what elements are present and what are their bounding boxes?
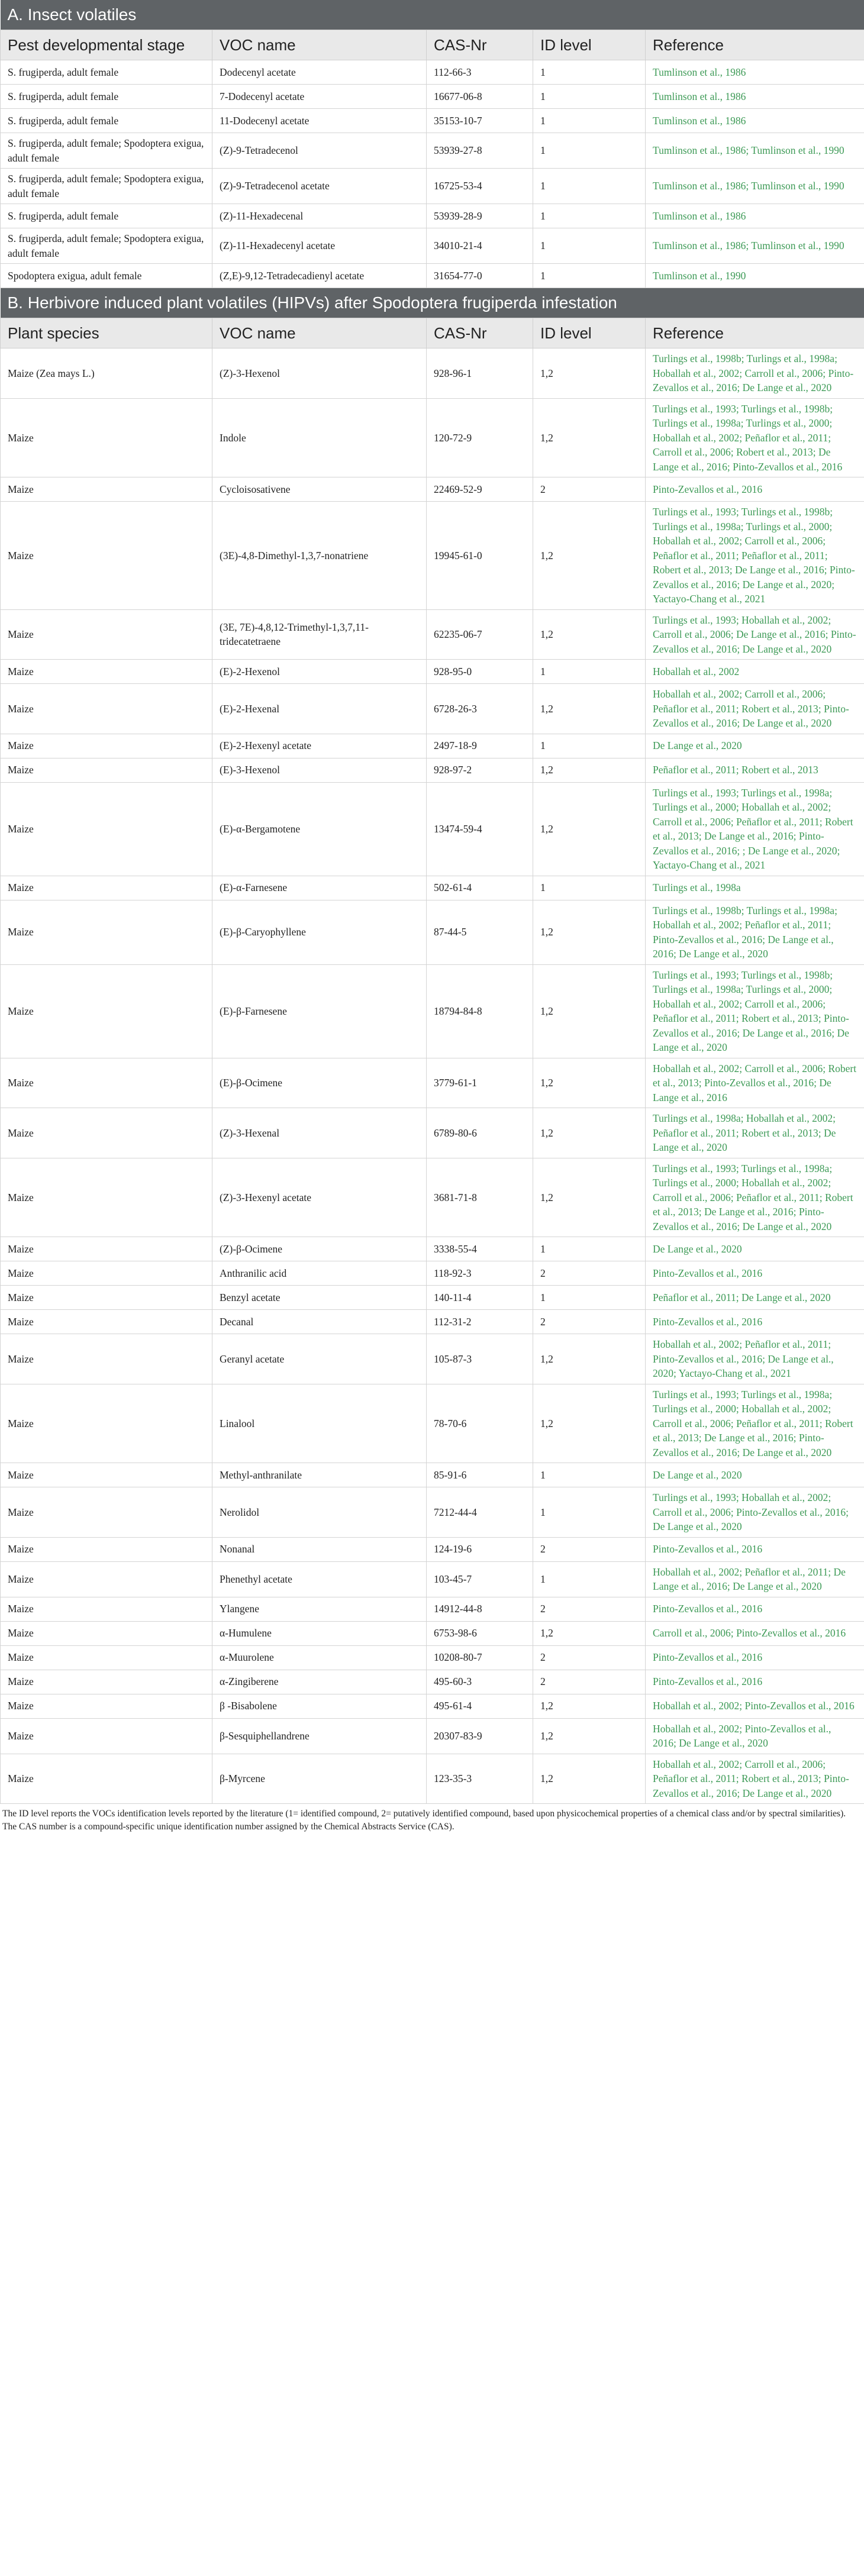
cell-voc-name: (E)-β-Farnesene: [212, 964, 427, 1058]
cell-id-level: 1: [533, 60, 646, 85]
cell-cas-nr: 7212-44-4: [427, 1487, 533, 1538]
cell-subject: Maize: [1, 1597, 212, 1621]
table-row: [1, 109, 864, 133]
section-b-rows: [1, 348, 864, 1804]
column-header: Pest developmental stage: [1, 30, 212, 60]
cell-subject: Maize: [1, 398, 212, 477]
cell-reference: Pinto-Zevallos et al., 2016: [646, 1597, 864, 1621]
cell-subject: Maize: [1, 900, 212, 964]
cell-reference: Turlings et al., 1993; Turlings et al., 1998a; Turlings et al., 2000; Hoballah et al., 2002; Carroll et al., 2006; Peñaflor et al., 2011; Robert et al., 2013; De Lange et al., 2016; Pinto-Zevallos et al., 2016; De Lange et al., 2020: [646, 1158, 864, 1237]
cell-subject: S. frugiperda, adult female: [1, 60, 212, 85]
cell-id-level: 2: [533, 1645, 646, 1670]
cell-voc-name: (Z)-11-Hexadecenyl acetate: [212, 228, 427, 264]
cell-voc-name: β-Myrcene: [212, 1754, 427, 1804]
cell-reference: Peñaflor et al., 2011; De Lange et al., 2020: [646, 1286, 864, 1310]
cell-reference: Hoballah et al., 2002: [646, 660, 864, 684]
cell-reference: Tumlinson et al., 1986: [646, 109, 864, 133]
cell-voc-name: (Z)-β-Ocimene: [212, 1237, 427, 1261]
column-header: Reference: [646, 30, 864, 60]
cell-subject: Maize: [1, 1334, 212, 1384]
section-b-title: B. Herbivore induced plant volatiles (HIPVs) after Spodoptera frugiperda infestation: [1, 288, 864, 318]
cell-voc-name: (E)-α-Bergamotene: [212, 782, 427, 876]
cell-cas-nr: 3681-71-8: [427, 1158, 533, 1237]
table-row: [1, 228, 864, 264]
cell-subject: Maize: [1, 660, 212, 684]
cell-id-level: 1,2: [533, 1694, 646, 1718]
cell-voc-name: (3E)-4,8-Dimethyl-1,3,7-nonatriene: [212, 502, 427, 610]
cell-id-level: 1,2: [533, 609, 646, 660]
cell-reference: Pinto-Zevallos et al., 2016: [646, 1645, 864, 1670]
cell-voc-name: α-Zingiberene: [212, 1670, 427, 1694]
cell-id-level: 1: [533, 204, 646, 228]
table-row: [1, 477, 864, 502]
table-row: [1, 1597, 864, 1621]
cell-subject: Maize: [1, 1754, 212, 1804]
table-row: [1, 684, 864, 734]
column-header: ID level: [533, 318, 646, 348]
cell-id-level: 1,2: [533, 758, 646, 782]
cell-id-level: 1: [533, 1487, 646, 1538]
table-row: [1, 609, 864, 660]
cell-id-level: 2: [533, 1261, 646, 1286]
table-row: [1, 900, 864, 964]
cell-voc-name: (Z)-9-Tetradecenol: [212, 133, 427, 169]
table-row: [1, 734, 864, 758]
cell-id-level: 2: [533, 1670, 646, 1694]
cell-reference: De Lange et al., 2020: [646, 1463, 864, 1487]
cell-voc-name: (E)-3-Hexenol: [212, 758, 427, 782]
cell-id-level: 1: [533, 734, 646, 758]
cell-voc-name: (Z)-3-Hexenol: [212, 348, 427, 399]
cell-reference: Tumlinson et al., 1986: [646, 85, 864, 109]
cell-subject: S. frugiperda, adult female; Spodoptera exigua, adult female: [1, 133, 212, 169]
table-row: [1, 1334, 864, 1384]
cell-voc-name: Cycloisosativene: [212, 477, 427, 502]
column-header: VOC name: [212, 318, 427, 348]
cell-cas-nr: 928-97-2: [427, 758, 533, 782]
column-header: CAS-Nr: [427, 318, 533, 348]
cell-voc-name: Benzyl acetate: [212, 1286, 427, 1310]
cell-id-level: 1: [533, 1286, 646, 1310]
cell-subject: Maize: [1, 1261, 212, 1286]
cell-cas-nr: 53939-28-9: [427, 204, 533, 228]
cell-subject: Maize: [1, 1718, 212, 1754]
cell-id-level: 1,2: [533, 348, 646, 399]
cell-subject: Maize: [1, 477, 212, 502]
cell-subject: Maize: [1, 758, 212, 782]
cell-subject: Maize: [1, 1487, 212, 1538]
table-row: [1, 1694, 864, 1718]
cell-subject: Maize: [1, 1537, 212, 1561]
cell-reference: Carroll et al., 2006; Pinto-Zevallos et al., 2016: [646, 1621, 864, 1645]
cell-subject: S. frugiperda, adult female; Spodoptera exigua, adult female: [1, 228, 212, 264]
table-row: [1, 1058, 864, 1108]
cell-cas-nr: 124-19-6: [427, 1537, 533, 1561]
cell-id-level: 1,2: [533, 1158, 646, 1237]
table-row: [1, 876, 864, 900]
cell-cas-nr: 14912-44-8: [427, 1597, 533, 1621]
cell-subject: Maize: [1, 1108, 212, 1158]
cell-voc-name: (Z)-3-Hexenal: [212, 1108, 427, 1158]
table-footnote: The ID level reports the VOCs identification levels reported by the literature (1= identified compound, 2= putatively identified compound, based upon physicochemical properties of a chemical class and/or by spectral similarities). The CAS number is a compound-specific unique identification number assigned by the Chemical Abstracts Service (CAS).: [2, 1809, 846, 1832]
cell-subject: Maize: [1, 1058, 212, 1108]
cell-cas-nr: 20307-83-9: [427, 1718, 533, 1754]
cell-cas-nr: 3338-55-4: [427, 1237, 533, 1261]
cell-id-level: 1: [533, 133, 646, 169]
cell-subject: Maize (Zea mays L.): [1, 348, 212, 399]
cell-reference: Turlings et al., 1993; Hoballah et al., 2002; Carroll et al., 2006; Pinto-Zevallos et al., 2016; De Lange et al., 2020: [646, 1487, 864, 1538]
cell-id-level: 1: [533, 264, 646, 288]
cell-cas-nr: 6753-98-6: [427, 1621, 533, 1645]
cell-subject: Maize: [1, 1621, 212, 1645]
cell-reference: Tumlinson et al., 1990: [646, 264, 864, 288]
cell-id-level: 1: [533, 1463, 646, 1487]
table-row: [1, 1621, 864, 1645]
cell-id-level: 2: [533, 1537, 646, 1561]
cell-voc-name: Linalool: [212, 1384, 427, 1463]
cell-cas-nr: 123-35-3: [427, 1754, 533, 1804]
cell-cas-nr: 112-31-2: [427, 1310, 533, 1334]
cell-id-level: 1,2: [533, 1108, 646, 1158]
cell-cas-nr: 118-92-3: [427, 1261, 533, 1286]
cell-cas-nr: 502-61-4: [427, 876, 533, 900]
cell-id-level: 1: [533, 1237, 646, 1261]
cell-reference: Hoballah et al., 2002; Pinto-Zevallos et al., 2016: [646, 1694, 864, 1718]
cell-voc-name: 7-Dodecenyl acetate: [212, 85, 427, 109]
cell-reference: Pinto-Zevallos et al., 2016: [646, 1310, 864, 1334]
cell-id-level: 2: [533, 1310, 646, 1334]
cell-cas-nr: 105-87-3: [427, 1334, 533, 1384]
cell-subject: Maize: [1, 1561, 212, 1597]
cell-reference: Hoballah et al., 2002; Peñaflor et al., 2011; Pinto-Zevallos et al., 2016; De Lange et al., 2020; Yactayo-Chang et al., 2021: [646, 1334, 864, 1384]
cell-voc-name: Anthranilic acid: [212, 1261, 427, 1286]
cell-subject: Maize: [1, 609, 212, 660]
table-row: [1, 398, 864, 477]
cell-cas-nr: 2497-18-9: [427, 734, 533, 758]
section-a-title-row: [1, 0, 864, 30]
cell-subject: Maize: [1, 1384, 212, 1463]
cell-voc-name: Geranyl acetate: [212, 1334, 427, 1384]
cell-cas-nr: 928-95-0: [427, 660, 533, 684]
cell-voc-name: Nerolidol: [212, 1487, 427, 1538]
cell-reference: Pinto-Zevallos et al., 2016: [646, 1670, 864, 1694]
table-row: [1, 1561, 864, 1597]
cell-reference: De Lange et al., 2020: [646, 734, 864, 758]
cell-id-level: 1,2: [533, 1754, 646, 1804]
cell-voc-name: (Z)-9-Tetradecenol acetate: [212, 169, 427, 204]
cell-reference: Turlings et al., 1998a: [646, 876, 864, 900]
cell-cas-nr: 35153-10-7: [427, 109, 533, 133]
column-header: Reference: [646, 318, 864, 348]
cell-voc-name: Dodecenyl acetate: [212, 60, 427, 85]
table-row: [1, 1237, 864, 1261]
table-row: [1, 169, 864, 204]
cell-id-level: 1: [533, 85, 646, 109]
cell-voc-name: (3E, 7E)-4,8,12-Trimethyl-1,3,7,11-tridecatetraene: [212, 609, 427, 660]
cell-voc-name: (E)-2-Hexenol: [212, 660, 427, 684]
cell-cas-nr: 87-44-5: [427, 900, 533, 964]
table-row: [1, 1754, 864, 1804]
table-row: [1, 1384, 864, 1463]
cell-subject: Maize: [1, 1310, 212, 1334]
cell-cas-nr: 495-61-4: [427, 1694, 533, 1718]
cell-subject: Maize: [1, 1463, 212, 1487]
cell-reference: Turlings et al., 1998b; Turlings et al., 1998a; Hoballah et al., 2002; Carroll et al., 2006; Pinto-Zevallos et al., 2016; De Lange et al., 2020: [646, 348, 864, 399]
cell-voc-name: (E)-β-Caryophyllene: [212, 900, 427, 964]
cell-id-level: 1,2: [533, 1718, 646, 1754]
cell-subject: Maize: [1, 782, 212, 876]
cell-cas-nr: 16677-06-8: [427, 85, 533, 109]
cell-id-level: 1,2: [533, 1334, 646, 1384]
cell-subject: Maize: [1, 1670, 212, 1694]
table-row: [1, 1537, 864, 1561]
cell-voc-name: (E)-2-Hexenyl acetate: [212, 734, 427, 758]
cell-reference: Peñaflor et al., 2011; Robert et al., 2013: [646, 758, 864, 782]
cell-cas-nr: 53939-27-8: [427, 133, 533, 169]
cell-subject: Maize: [1, 1286, 212, 1310]
cell-subject: Maize: [1, 684, 212, 734]
column-header: VOC name: [212, 30, 427, 60]
cell-reference: Turlings et al., 1993; Turlings et al., 1998a; Turlings et al., 2000; Hoballah et al., 2002; Carroll et al., 2006; Peñaflor et al., 2011; Robert et al., 2013; De Lange et al., 2016; Pinto-Zevallos et al., 2016; ; De Lange et al., 2020; Yactayo-Chang et al., 2021: [646, 782, 864, 876]
cell-subject: Maize: [1, 1237, 212, 1261]
cell-reference: Turlings et al., 1993; Hoballah et al., 2002; Carroll et al., 2006; De Lange et al., 2016; Pinto-Zevallos et al., 2016; De Lange et al., 2020: [646, 609, 864, 660]
cell-id-level: 1: [533, 660, 646, 684]
cell-reference: Tumlinson et al., 1986: [646, 204, 864, 228]
cell-reference: Pinto-Zevallos et al., 2016: [646, 477, 864, 502]
cell-cas-nr: 34010-21-4: [427, 228, 533, 264]
cell-id-level: 1,2: [533, 1384, 646, 1463]
section-b-header-row: [1, 318, 864, 348]
cell-voc-name: β -Bisabolene: [212, 1694, 427, 1718]
cell-subject: S. frugiperda, adult female: [1, 204, 212, 228]
cell-reference: Turlings et al., 1993; Turlings et al., 1998b; Turlings et al., 1998a; Turlings et al., 2000; Hoballah et al., 2002; Peñaflor et al., 2011; Carroll et al., 2006; Robert et al., 2013; De Lange et al., 2016; Pinto-Zevallos et al., 2016: [646, 398, 864, 477]
cell-cas-nr: 16725-53-4: [427, 169, 533, 204]
cell-reference: Tumlinson et al., 1986; Tumlinson et al., 1990: [646, 169, 864, 204]
cell-voc-name: 11-Dodecenyl acetate: [212, 109, 427, 133]
cell-cas-nr: 3779-61-1: [427, 1058, 533, 1108]
cell-subject: Spodoptera exigua, adult female: [1, 264, 212, 288]
cell-reference: Hoballah et al., 2002; Peñaflor et al., 2011; De Lange et al., 2016; De Lange et al., 2020: [646, 1561, 864, 1597]
cell-id-level: 1: [533, 169, 646, 204]
cell-subject: Maize: [1, 876, 212, 900]
cell-id-level: 1,2: [533, 502, 646, 610]
cell-subject: S. frugiperda, adult female: [1, 85, 212, 109]
section-b-title-row: [1, 288, 864, 318]
cell-cas-nr: 85-91-6: [427, 1463, 533, 1487]
cell-cas-nr: 6789-80-6: [427, 1108, 533, 1158]
cell-id-level: 1,2: [533, 1621, 646, 1645]
cell-subject: Maize: [1, 502, 212, 610]
table-row: [1, 1718, 864, 1754]
cell-voc-name: α-Muurolene: [212, 1645, 427, 1670]
table-row: [1, 758, 864, 782]
cell-cas-nr: 112-66-3: [427, 60, 533, 85]
cell-cas-nr: 19945-61-0: [427, 502, 533, 610]
table-row: [1, 1645, 864, 1670]
cell-subject: Maize: [1, 1645, 212, 1670]
cell-voc-name: Ylangene: [212, 1597, 427, 1621]
cell-voc-name: Nonanal: [212, 1537, 427, 1561]
cell-cas-nr: 22469-52-9: [427, 477, 533, 502]
column-header: CAS-Nr: [427, 30, 533, 60]
section-a-title: A. Insect volatiles: [1, 0, 864, 30]
cell-cas-nr: 103-45-7: [427, 1561, 533, 1597]
cell-reference: Tumlinson et al., 1986; Tumlinson et al., 1990: [646, 133, 864, 169]
cell-cas-nr: 140-11-4: [427, 1286, 533, 1310]
cell-reference: Turlings et al., 1998a; Hoballah et al., 2002; Peñaflor et al., 2011; Robert et al., 2013; De Lange et al., 2020: [646, 1108, 864, 1158]
cell-reference: Turlings et al., 1993; Turlings et al., 1998b; Turlings et al., 1998a; Turlings et al., 2000; Hoballah et al., 2002; Carroll et al., 2006; Peñaflor et al., 2011; Robert et al., 2013; Pinto-Zevallos et al., 2016; De Lange et al., 2016; De Lange et al., 2020: [646, 964, 864, 1058]
cell-reference: Hoballah et al., 2002; Pinto-Zevallos et al., 2016; De Lange et al., 2020: [646, 1718, 864, 1754]
cell-voc-name: Indole: [212, 398, 427, 477]
cell-subject: Maize: [1, 1158, 212, 1237]
cell-subject: Maize: [1, 734, 212, 758]
cell-voc-name: Decanal: [212, 1310, 427, 1334]
table-row: [1, 660, 864, 684]
cell-cas-nr: 13474-59-4: [427, 782, 533, 876]
cell-voc-name: Phenethyl acetate: [212, 1561, 427, 1597]
table-row: [1, 85, 864, 109]
cell-reference: Tumlinson et al., 1986; Tumlinson et al., 1990: [646, 228, 864, 264]
table-row: [1, 1670, 864, 1694]
cell-reference: Turlings et al., 1993; Turlings et al., 1998b; Turlings et al., 1998a; Turlings et al., 2000; Hoballah et al., 2002; Carroll et al., 2006; Peñaflor et al., 2011; Peñaflor et al., 2011; Robert et al., 2013; De Lange et al., 2016; Pinto-Zevallos et al., 2016; De Lange et al., 2020; Yactayo-Chang et al., 2021: [646, 502, 864, 610]
cell-reference: Pinto-Zevallos et al., 2016: [646, 1537, 864, 1561]
table-row: [1, 1261, 864, 1286]
cell-subject: S. frugiperda, adult female: [1, 109, 212, 133]
cell-reference: Hoballah et al., 2002; Carroll et al., 2006; Peñaflor et al., 2011; Robert et al., 2013; Pinto-Zevallos et al., 2016; De Lange et al., 2020: [646, 684, 864, 734]
cell-cas-nr: 120-72-9: [427, 398, 533, 477]
table-row: [1, 1463, 864, 1487]
cell-id-level: 1,2: [533, 1058, 646, 1108]
cell-cas-nr: 6728-26-3: [427, 684, 533, 734]
cell-id-level: 1: [533, 109, 646, 133]
cell-cas-nr: 928-96-1: [427, 348, 533, 399]
cell-voc-name: (Z)-3-Hexenyl acetate: [212, 1158, 427, 1237]
table-row: [1, 348, 864, 399]
cell-cas-nr: 78-70-6: [427, 1384, 533, 1463]
cell-reference: De Lange et al., 2020: [646, 1237, 864, 1261]
cell-voc-name: (E)-β-Ocimene: [212, 1058, 427, 1108]
table-row: [1, 964, 864, 1058]
table-row: [1, 1108, 864, 1158]
column-header: ID level: [533, 30, 646, 60]
cell-reference: Hoballah et al., 2002; Carroll et al., 2006; Robert et al., 2013; Pinto-Zevallos et al., 2016; De Lange et al., 2016: [646, 1058, 864, 1108]
cell-subject: Maize: [1, 1694, 212, 1718]
cell-id-level: 1,2: [533, 782, 646, 876]
cell-id-level: 1,2: [533, 684, 646, 734]
table-row: [1, 1487, 864, 1538]
table-row: [1, 502, 864, 610]
cell-id-level: 1: [533, 1561, 646, 1597]
cell-id-level: 2: [533, 1597, 646, 1621]
cell-reference: Pinto-Zevallos et al., 2016: [646, 1261, 864, 1286]
cell-cas-nr: 495-60-3: [427, 1670, 533, 1694]
cell-cas-nr: 62235-06-7: [427, 609, 533, 660]
column-header: Plant species: [1, 318, 212, 348]
section-a: [1, 0, 864, 60]
table-row: [1, 60, 864, 85]
cell-reference: Hoballah et al., 2002; Carroll et al., 2006; Peñaflor et al., 2011; Robert et al., 2013; Pinto-Zevallos et al., 2016; De Lange et al., 2020: [646, 1754, 864, 1804]
cell-voc-name: α-Humulene: [212, 1621, 427, 1645]
cell-id-level: 1: [533, 228, 646, 264]
cell-cas-nr: 10208-80-7: [427, 1645, 533, 1670]
cell-id-level: 2: [533, 477, 646, 502]
table-row: [1, 782, 864, 876]
cell-reference: Turlings et al., 1998b; Turlings et al., 1998a; Hoballah et al., 2002; Peñaflor et al., 2011; Pinto-Zevallos et al., 2016; De Lange et al., 2016; De Lange et al., 2020: [646, 900, 864, 964]
cell-reference: Tumlinson et al., 1986: [646, 60, 864, 85]
table-row: [1, 204, 864, 228]
cell-subject: Maize: [1, 964, 212, 1058]
cell-voc-name: (E)-2-Hexenal: [212, 684, 427, 734]
section-a-rows: [1, 60, 864, 288]
cell-subject: S. frugiperda, adult female; Spodoptera exigua, adult female: [1, 169, 212, 204]
table-row: [1, 1310, 864, 1334]
cell-cas-nr: 31654-77-0: [427, 264, 533, 288]
cell-reference: Turlings et al., 1993; Turlings et al., 1998a; Turlings et al., 2000; Hoballah et al., 2002; Carroll et al., 2006; Peñaflor et al., 2011; Robert et al., 2013; De Lange et al., 2016; Pinto-Zevallos et al., 2016; De Lange et al., 2020: [646, 1384, 864, 1463]
cell-id-level: 1,2: [533, 964, 646, 1058]
cell-voc-name: β-Sesquiphellandrene: [212, 1718, 427, 1754]
table-row: [1, 264, 864, 288]
section-b: [1, 288, 864, 348]
cell-id-level: 1: [533, 876, 646, 900]
section-a-header-row: [1, 30, 864, 60]
cell-voc-name: (E)-α-Farnesene: [212, 876, 427, 900]
table-row: [1, 133, 864, 169]
cell-id-level: 1,2: [533, 398, 646, 477]
cell-id-level: 1,2: [533, 900, 646, 964]
cell-cas-nr: 18794-84-8: [427, 964, 533, 1058]
cell-voc-name: Methyl-anthranilate: [212, 1463, 427, 1487]
cell-voc-name: (Z)-11-Hexadecenal: [212, 204, 427, 228]
table-row: [1, 1158, 864, 1237]
table-row: [1, 1286, 864, 1310]
cell-voc-name: (Z,E)-9,12-Tetradecadienyl acetate: [212, 264, 427, 288]
